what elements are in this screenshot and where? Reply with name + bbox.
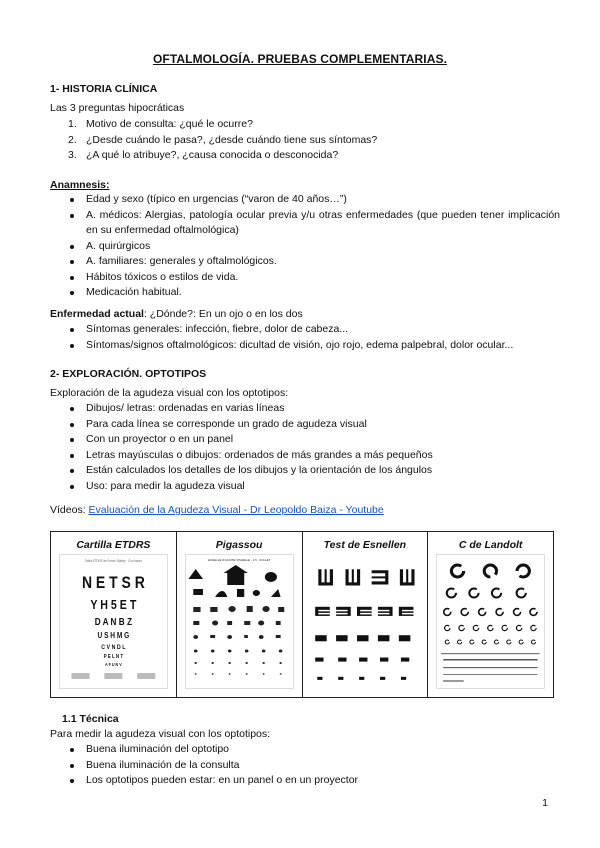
list-item: Edad y sexo (típico en urgencias (“varon de 40 años…”) xyxy=(50,192,560,208)
section-1-1-heading: 1.1 Técnica xyxy=(62,713,119,725)
section-2-heading: 2- EXPLORACIÓN. OPTOTIPOS xyxy=(50,368,207,380)
tecnica-intro: Para medir la agudeza visual con los optotipos: xyxy=(50,728,271,740)
optotipos-figure xyxy=(50,531,554,698)
list-item: Buena iluminación de la consulta xyxy=(50,758,560,774)
landolt-cell xyxy=(428,532,553,697)
list-item: Para cada línea se corresponde un grado de agudeza visual xyxy=(50,417,560,433)
pigassou-caption: Pigassou xyxy=(215,539,263,551)
videos-line xyxy=(50,503,560,519)
list-item: Buena iluminación del optotipo xyxy=(50,742,560,758)
list-item: Síntomas/signos oftalmológicos: dicultad de visión, ojo rojo, edema palpebral, dolor ocular... xyxy=(50,338,560,354)
landolt-caption: C de Landolt xyxy=(458,539,523,551)
list-item: Dibujos/ letras: ordenadas en varias líneas xyxy=(50,401,560,417)
list-item: Los optotipos pueden estar: en un panel o en un proyector xyxy=(50,773,560,789)
landolt-chart-image xyxy=(436,554,545,689)
etdrs-row-5: C V N D L xyxy=(101,644,126,652)
section-1-heading: 1- HISTORIA CLÍNICA xyxy=(50,83,158,95)
etdrs-row-7: A F U N V xyxy=(105,661,122,668)
etdrs-header: Tabla ETDRS de Ferris / Bailey · Con haron xyxy=(84,558,142,564)
list-item: Con un proyector o en un panel xyxy=(50,432,560,448)
etdrs-row-1: N E T S R xyxy=(81,573,145,593)
etdrs-row-6: P E L N T xyxy=(103,653,124,661)
list-item: Letras mayúsculas o dibujos: ordenados de más grandes a más pequeños xyxy=(50,448,560,464)
hipocraticas-intro: Las 3 preguntas hipocráticas xyxy=(50,102,185,114)
list-item: Uso: para medir la agudeza visual xyxy=(50,479,560,495)
anamnesis-label: Anamnesis: xyxy=(50,179,110,191)
page-title: OFTALMOLOGÍA. PRUEBAS COMPLEMENTARIAS. xyxy=(152,52,447,66)
list-item: A. médicos: Alergias, patología ocular previa y/u otras enfermedades (que pueden tener implicación en su enfermedad oftalmológica) xyxy=(50,208,560,239)
list-item: 2. ¿Desde cuándo le pasa?, ¿desde cuándo tiene sus síntomas? xyxy=(68,133,378,146)
tecnica-list xyxy=(50,742,560,789)
etdrs-chart-image xyxy=(59,554,168,689)
list-item: 1. Motivo de consulta: ¿qué le ocurre? xyxy=(68,118,253,130)
list-item: 3. ¿A qué lo atribuye?, ¿causa conocida o desconocida? xyxy=(68,149,339,161)
enfermedad-actual-line: Enfermedad actual: ¿Dónde?: En un ojo o en los dos xyxy=(50,308,303,320)
list-item: A. familiares: generales y oftalmológicos. xyxy=(50,254,560,270)
hipocraticas-list xyxy=(50,117,560,164)
etdrs-cell xyxy=(51,532,177,697)
optotipos-list xyxy=(50,401,560,494)
snellen-cell xyxy=(303,532,429,697)
exploracion-intro: Exploración de la agudeza visual con los optotipos: xyxy=(50,387,289,399)
snellen-caption: Test de Esnellen xyxy=(323,539,407,551)
pigassou-chart-image xyxy=(185,554,294,689)
video-link[interactable]: Evaluación de la Agudeza Visual - Dr Leopoldo Baiza - Youtube xyxy=(88,504,384,516)
pigassou-header: ECHELLE D'ACUITE VISUELLE · 2,5 · COLLET xyxy=(207,559,271,562)
list-item: Hábitos tóxicos o estilos de vida. xyxy=(50,270,560,286)
enfermedad-list xyxy=(50,322,560,353)
etdrs-row-3: D A N B Z xyxy=(94,616,132,628)
videos-label: Vídeos: xyxy=(50,504,89,516)
snellen-chart-image xyxy=(311,554,420,689)
list-item: A. quirúrgicos xyxy=(50,239,560,255)
page-number: 1 xyxy=(542,797,548,809)
list-item: Están calculados los detalles de los dibujos y la orientación de los ángulos xyxy=(50,463,560,479)
pigassou-cell xyxy=(177,532,303,697)
list-item: Síntomas generales: infección, fiebre, dolor de cabeza... xyxy=(50,322,560,338)
etdrs-row-2: Y H 5 E T xyxy=(90,596,137,613)
etdrs-row-4: U S H M G xyxy=(97,630,130,641)
anamnesis-list xyxy=(50,192,560,301)
list-item: Medicación habitual. xyxy=(50,285,560,301)
etdrs-caption: Cartilla ETDRS xyxy=(76,539,151,551)
